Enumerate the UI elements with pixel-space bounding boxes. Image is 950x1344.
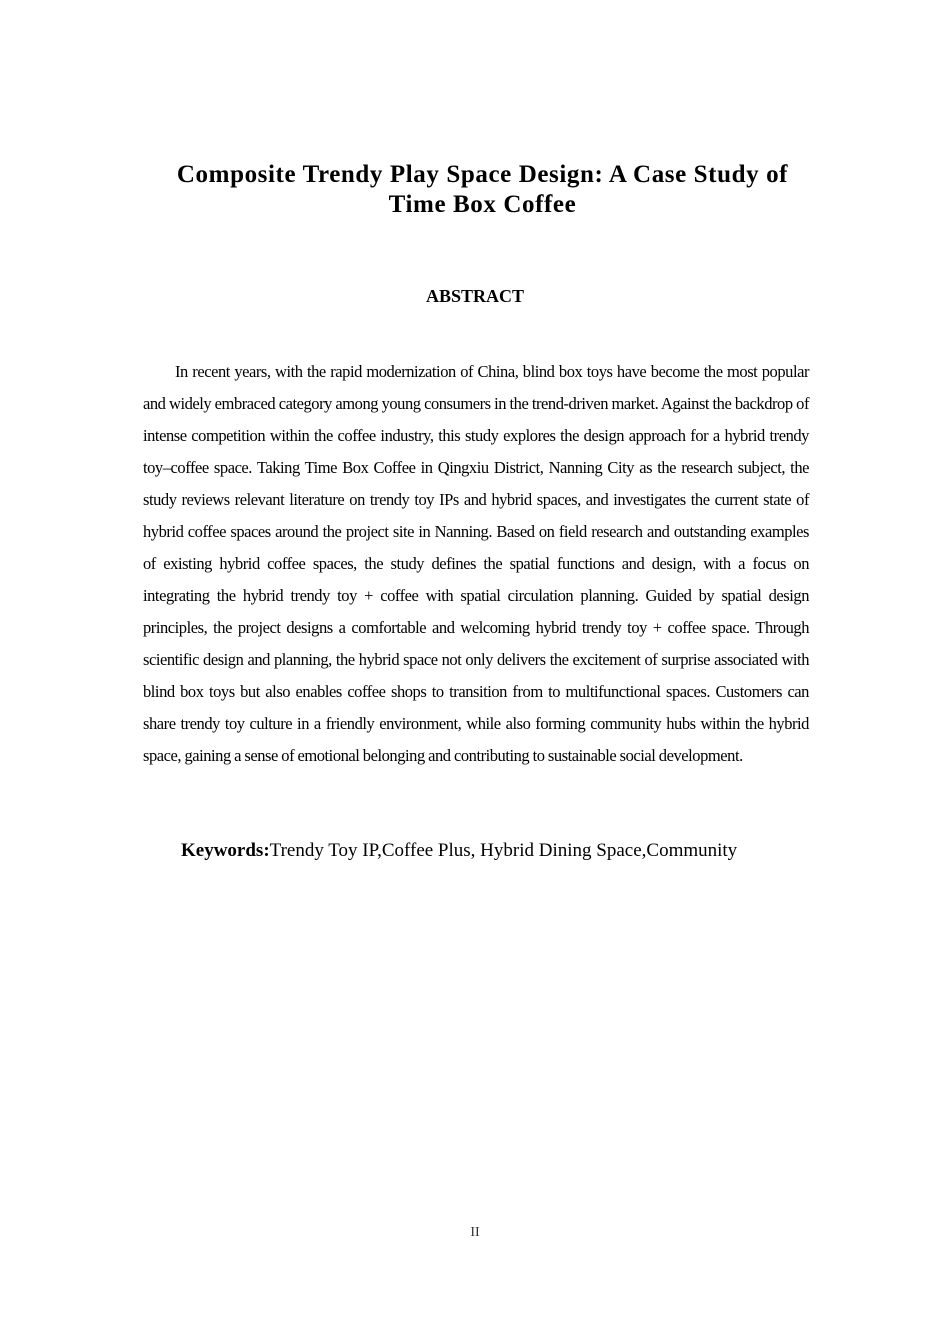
paper-title [120, 160, 845, 220]
abstract-heading: ABSTRACT [425, 286, 525, 306]
paper-title-line-2: Time Box Coffee [388, 191, 577, 218]
page-number: II [470, 1225, 480, 1240]
keywords-label: Keywords: [181, 840, 270, 861]
paper-title-line-1: Composite Trendy Play Space Design: A Case Study of [176, 161, 789, 188]
keywords-line [181, 839, 841, 863]
keywords-text: Trendy Toy IP,Coffee Plus, Hybrid Dining Space,Community [269, 840, 738, 861]
abstract-body: In recent years, with the rapid modernization of China, blind box toys have become the most popular and widely embraced category among young consumers in the trend-driven market. Against the backdrop of intense competition within the coffee industry, this study explores the design approach for a hybrid trendy toy–coffee space. Taking Time Box Coffee in Qingxiu District, Nanning City as the research subject, the study reviews relevant literature on trendy toy IPs and hybrid spaces, and investigates the current state of hybrid coffee spaces around the project site in Nanning. Based on field research and outstanding examples of existing hybrid coffee spaces, the study defines the spatial functions and design, with a focus on integrating the hybrid trendy toy + coffee with spatial circulation planning. Guided by spatial design principles, the project designs a comfortable and welcoming hybrid trendy toy + coffee space. Through scientific design and planning, the hybrid space not only delivers the excitement of surprise associated with blind box toys but also enables coffee shops to transition from to multifunctional spaces. Customers can share trendy toy culture in a friendly environment, while also forming community hubs within the hybrid space, gaining a sense of emotional belonging and contributing to sustainable social development. [143, 362, 809, 765]
